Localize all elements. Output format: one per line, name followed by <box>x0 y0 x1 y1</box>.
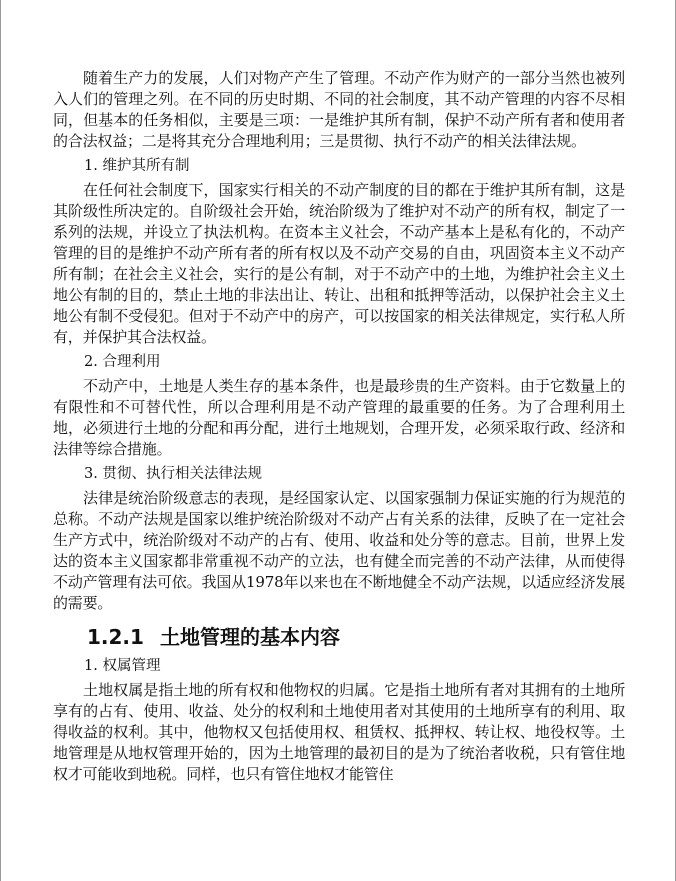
intro-paragraph: 随着生产力的发展，人们对物产产生了管理。不动产作为财产的一部分当然也被列入人们的管理之列。在不同的历史时期、不同的社会制度，其不动产管理的内容不尽相同，但基本的任务相似，主要是三项：一是维护其所有制，保护不动产所有者和使用者的合法权益；二是将其充分合理地利用；三是贯彻、执行不动产的相关法律法规。 <box>53 69 625 150</box>
item-paragraph-ownership: 在任何社会制度下，国家实行相关的不动产制度的目的都在于维护其所有制，这是其阶级性所决定的。自阶级社会开始，统治阶级为了维护对不动产的所有权，制定了一系列的法规，并设立了执法机构。在资本主义社会，不动产基本上是私有化的，不动产管理的目的是维护不动产所有者的所有权以及不动产交易的自由，巩固资本主义不动产所有制；在社会主义社会，实行的是公有制，对于不动产中的土地，为维护社会主义土地公有制的目的，禁止土地的非法出让、转让、出租和抵押等活动，以保护社会主义土地公有制不受侵犯。但对于不动产中的房产，可以按国家的相关法律规定，实行私人所有，并保护其合法权益。 <box>53 181 625 346</box>
item-heading-laws: 3. 贯彻、执行相关法律法规 <box>84 466 262 482</box>
section-title-text: 土地管理的基本内容 <box>159 625 340 649</box>
section-number: 1.2.1 <box>87 625 144 649</box>
section-title <box>53 624 625 650</box>
item-paragraph-tenure: 土地权属是指土地的所有权和他物权的归属。它是指土地所有者对其拥有的土地所享有的占有、使用、收益、处分的权利和土地使用者对其使用的土地所享有的利用、取得收益的权利。其中，他物权又包括使用权、租赁权、抵押权、转让权、地役权等。土地管理是从地权管理开始的，因为土地管理的最初目的是为了统治者收税，只有管住地权才可能收到地税。同样，也只有管住地权才能管住 <box>53 681 625 783</box>
item-heading-rational-use: 2. 合理利用 <box>84 354 161 370</box>
item-heading-ownership: 1. 维护其所有制 <box>84 158 190 174</box>
item-paragraph-laws: 法律是统治阶级意志的表现，是经国家认定、以国家强制力保证实施的行为规范的总称。不动产法规是国家以维护统治阶级对不动产占有关系的法律，反映了在一定社会生产方式中，统治阶级对不动产的占有、使用、收益和处分等的意志。目前，世界上发达的资本主义国家都非常重视不动产的立法，也有健全而完善的不动产法律，从而使得不动产管理有法可依。我国从1978年以来也在不断地健全不动产法规，以适应经济发展的需要。 <box>53 489 625 612</box>
item-paragraph-rational-use: 不动产中，土地是人类生存的基本条件，也是最珍贵的生产资料。由于它数量上的有限性和不可替代性，所以合理利用是不动产管理的最重要的任务。为了合理利用土地，必须进行土地的分配和再分配，进行土地规划，合理开发，必须采取行政、经济和法律等综合措施。 <box>53 377 625 458</box>
item-heading-tenure: 1. 权属管理 <box>84 658 161 674</box>
